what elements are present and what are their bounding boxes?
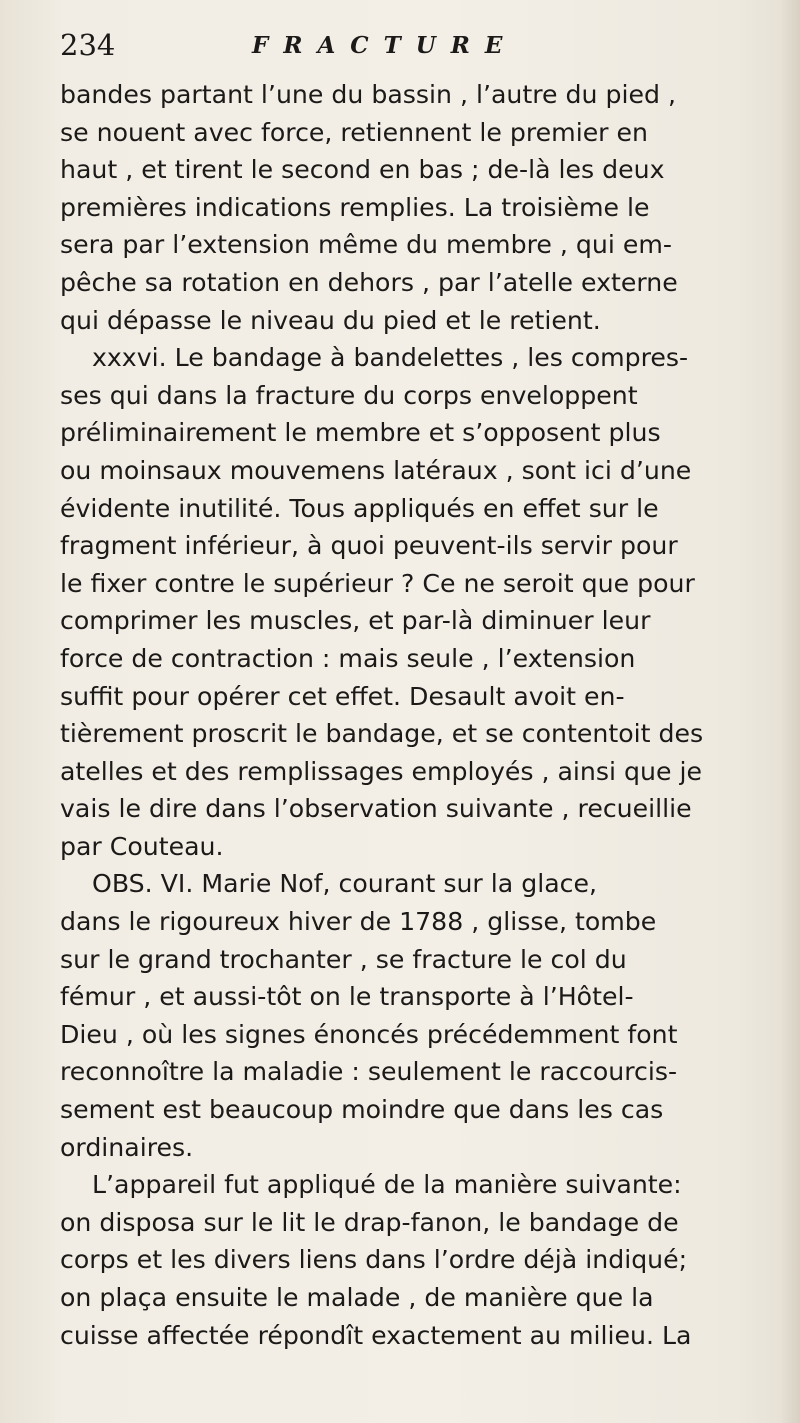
text-line: fémur , et aussi-tôt on le transporte à l’Hôtel- — [60, 982, 634, 1012]
page-edge-shadow — [780, 0, 800, 1423]
text-line: tièrement proscrit le bandage, et se contentoit des — [60, 719, 704, 749]
text-line: dans le rigoureux hiver de 1788 , glisse, tombe — [60, 907, 657, 937]
text-line: force de contraction : mais seule , l’extension — [60, 643, 636, 673]
page-number: 234 — [60, 28, 116, 62]
text-line: bandes partant l’une du bassin , l’autre du pied , — [60, 80, 676, 109]
text-line: le fixer contre le supérieur ? Ce ne seroit que pour — [60, 568, 695, 598]
text-line: par Couteau. — [60, 831, 224, 861]
text-line: on disposa sur le lit le drap-fanon, le bandage de — [60, 1207, 679, 1237]
text-line: pêche sa rotation en dehors , par l’atelle externe — [60, 267, 678, 297]
text-line: ses qui dans la fracture du corps enveloppent — [60, 380, 638, 410]
paragraph-start-line: L’appareil fut appliqué de la manière suivante: — [92, 1170, 682, 1200]
text-line: atelles et des remplissages employés , ainsi que je — [60, 756, 702, 786]
text-line: ordinaires. — [60, 1132, 194, 1162]
text-line: premières indications remplies. La troisième le — [60, 192, 650, 222]
text-line: corps et les divers liens dans l’ordre déjà indiqué; — [60, 1245, 688, 1275]
text-line: cuisse affectée répondît exactement au milieu. La — [60, 1320, 692, 1350]
running-title: FRACTURE — [252, 32, 518, 59]
text-line: qui dépasse le niveau du pied et le retient. — [60, 305, 601, 335]
text-line: reconnoître la maladie : seulement le raccourcis- — [60, 1057, 678, 1087]
text-line: Dieu , où les signes énoncés précédemment font — [60, 1019, 678, 1049]
text-line: ou moinsaux mouvemens latéraux , sont ici d’une — [60, 455, 692, 485]
text-line: préliminairement le membre et s’opposent plus — [60, 418, 661, 448]
text-line: sera par l’extension même du membre , qui em- — [60, 230, 672, 260]
text-line: se nouent avec force, retiennent le premier en — [60, 117, 649, 147]
observation-heading-line: OBS. VI. Marie Nof, courant sur la glace, — [92, 869, 598, 899]
text-line: on plaça ensuite le malade , de manière que la — [60, 1283, 654, 1312]
text-line: fragment inférieur, à quoi peuvent-ils servir pour — [60, 531, 678, 561]
section-heading-line: xxxvi. Le bandage à bandelettes , les compres- — [92, 343, 689, 373]
body-text — [60, 76, 770, 1354]
page-header — [60, 28, 740, 72]
text-line: vais le dire dans l’observation suivante , recueillie — [60, 794, 692, 824]
text-line: sement est beaucoup moindre que dans les cas — [60, 1095, 664, 1125]
text-line: sur le grand trochanter , se fracture le col du — [60, 944, 627, 974]
text-line: suffit pour opérer cet effet. Desault avoit en- — [60, 681, 625, 711]
text-line: évidente inutilité. Tous appliqués en effet sur le — [60, 493, 659, 523]
text-line: comprimer les muscles, et par-là diminuer leur — [60, 606, 651, 636]
text-line: haut , et tirent le second en bas ; de-là les deux — [60, 155, 665, 185]
